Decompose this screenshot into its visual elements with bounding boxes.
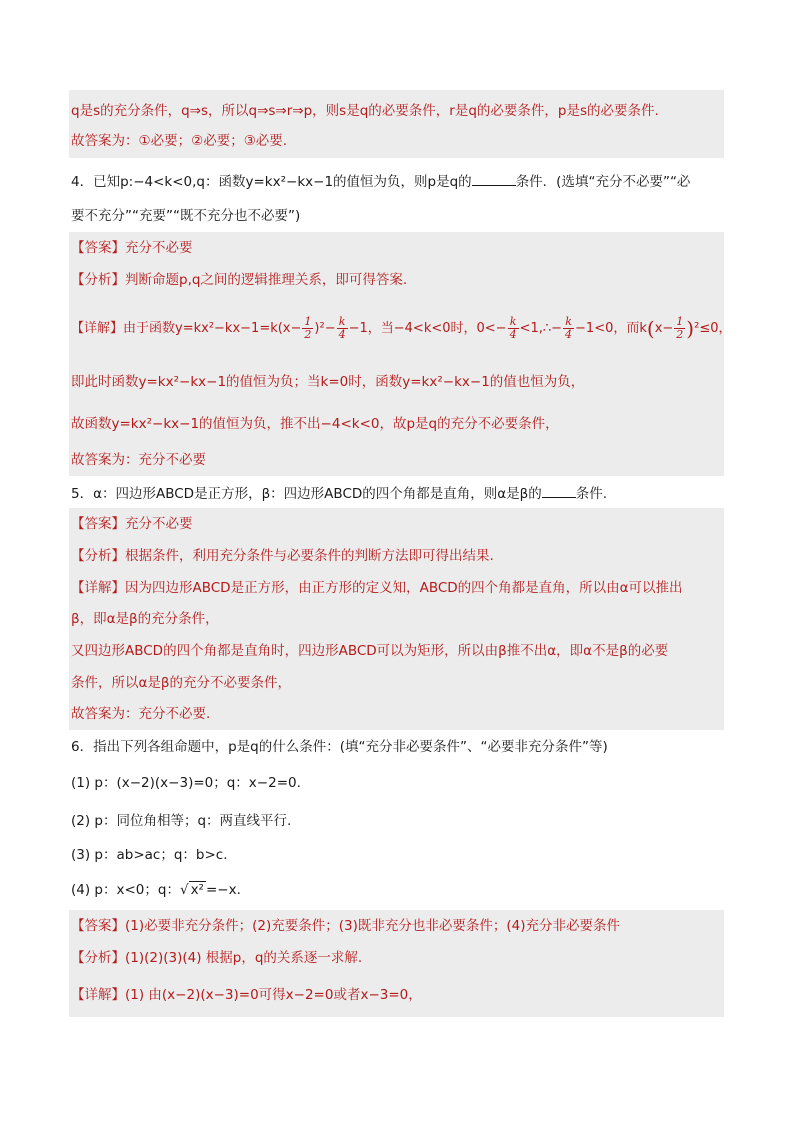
prev-solution-line: q是s的充分条件，q⇒s，所以q⇒s⇒r⇒p，则s是q的必要条件，r是q的必要条件，p是s的必要条件.	[71, 103, 659, 119]
answer-tag: 【答案】	[71, 240, 125, 256]
q5-analysis	[71, 546, 494, 566]
q6-analysis-text: (1)(2)(3)(4) 根据p，q的关系逐一求解.	[125, 950, 363, 966]
q4-detail-e: −1<0，而k	[575, 321, 647, 336]
q4-stem-text: 4．已知p:−4<k<0,q：函数y=kx²−kx−1的值恒为负，则p是q的	[71, 174, 472, 190]
q5-stem-text: 5．α：四边形ABCD是正方形，β：四边形ABCD的四个角都是直角，则α是β的	[71, 486, 542, 502]
q4-stem-line1	[71, 171, 690, 192]
analysis-tag: 【分析】	[71, 950, 125, 966]
analysis-tag: 【分析】	[71, 548, 125, 564]
q4-analysis-text: 判断命题p,q之间的逻辑推理关系，即可得答案.	[125, 272, 408, 288]
q4-blank	[472, 171, 516, 186]
q6-detail-text1: (1) 由(x−2)(x−3)=0可得x−2=0或者x−3=0，	[125, 987, 422, 1003]
detail-tag: 【详解】	[71, 321, 124, 336]
q6-stem: 6．指出下列各组命题中，p是q的什么条件：(填“充分非必要条件”、“必要非充分条件”等)	[71, 739, 608, 755]
q4-detail-line1	[71, 316, 732, 341]
fraction-half-b: $\frac{1}{2}$	[676, 315, 684, 341]
q5-detail-line3: 又四边形ABCD的四个角都是直角时，四边形ABCD可以为矩形，所以由β推不出α，即α不是β的必要	[71, 643, 669, 659]
q5-stem	[71, 483, 607, 504]
q6-item4	[71, 880, 241, 900]
analysis-tag: 【分析】	[71, 272, 125, 288]
q5-detail-line1	[71, 578, 683, 598]
sqrt-radicand: x²	[190, 882, 204, 898]
q6-answer-text: (1)必要非充分条件；(2)充要条件；(3)既非充分也非必要条件；(4)充分非必要条件	[125, 918, 620, 934]
q4-detail-line2: 即此时函数y=kx²−kx−1的值恒为负；当k=0时，函数y=kx²−kx−1的值也恒为负，	[71, 374, 585, 390]
q5-final-answer: 故答案为：充分不必要.	[71, 706, 211, 722]
answer-tag: 【答案】	[71, 516, 125, 532]
q4-detail-d: <1,∴−	[519, 321, 563, 336]
q4-stem-line2: 要不充分”“充要”“既不充分也不必要”)	[71, 208, 301, 224]
fraction-k4-b: $\frac{k}{4}$	[509, 315, 517, 341]
q4-stem-after: 条件．(选填“充分不必要”“必	[515, 174, 691, 190]
q4-solution-block	[69, 232, 724, 476]
q4-detail-c: −1，当−4<k<0时，0<−	[348, 321, 507, 336]
q4-detail-g: ²≤0，	[694, 321, 732, 336]
q5-blank	[542, 483, 576, 498]
prev-answer-line: 故答案为：①必要；②必要；③必要.	[71, 133, 288, 149]
fraction-k4: $\frac{k}{4}$	[338, 315, 346, 341]
q6-item4-text: (4) p：x<0；q：	[71, 882, 180, 898]
q6-answer	[71, 916, 620, 936]
q6-detail-line1	[71, 985, 422, 1005]
q4-answer-text: 充分不必要	[125, 240, 193, 256]
fraction-k4-c: $\frac{k}{4}$	[565, 315, 573, 341]
fraction-half: $\frac{1}{2}$	[304, 315, 312, 341]
q4-analysis	[71, 270, 407, 290]
paren-close: )	[686, 316, 695, 341]
detail-tag: 【详解】	[71, 987, 125, 1003]
q5-stem-after: 条件.	[575, 486, 608, 502]
q4-detail-b: )²−	[314, 321, 336, 336]
sqrt-symbol: √	[179, 882, 189, 898]
q5-analysis-text: 根据条件，利用充分条件与必要条件的判断方法即可得出结果.	[125, 548, 494, 564]
q5-answer	[71, 514, 193, 534]
answer-tag: 【答案】	[71, 918, 125, 934]
q6-item3: (3) p：ab>ac；q：b>c.	[71, 847, 228, 863]
q4-final-answer: 故答案为：充分不必要	[71, 452, 206, 468]
q6-analysis	[71, 948, 362, 968]
q4-detail-f: x−	[654, 321, 674, 336]
q4-answer	[71, 238, 193, 258]
paren-open: (	[646, 316, 655, 341]
q4-detail-line3: 故函数y=kx²−kx−1的值恒为负，推不出−4<k<0，故p是q的充分不必要条件，	[71, 416, 559, 432]
q5-detail-line4: 条件，所以α是β的充分不必要条件，	[71, 675, 292, 691]
q5-detail-text1: 因为四边形ABCD是正方形，由正方形的定义知，ABCD的四个角都是直角，所以由α可以推出	[125, 580, 683, 596]
q5-detail-line2: β，即α是β的充分条件，	[71, 611, 219, 627]
q6-item2: (2) p：同位角相等；q：两直线平行.	[71, 813, 292, 829]
q4-detail-a: 由于函数y=kx²−kx−1=k(x−	[123, 321, 302, 336]
q5-answer-text: 充分不必要	[125, 516, 193, 532]
q6-item4-after: =−x.	[205, 882, 241, 898]
detail-tag: 【详解】	[71, 580, 125, 596]
q6-item1: (1) p：(x−2)(x−3)=0；q：x−2=0.	[71, 775, 301, 791]
